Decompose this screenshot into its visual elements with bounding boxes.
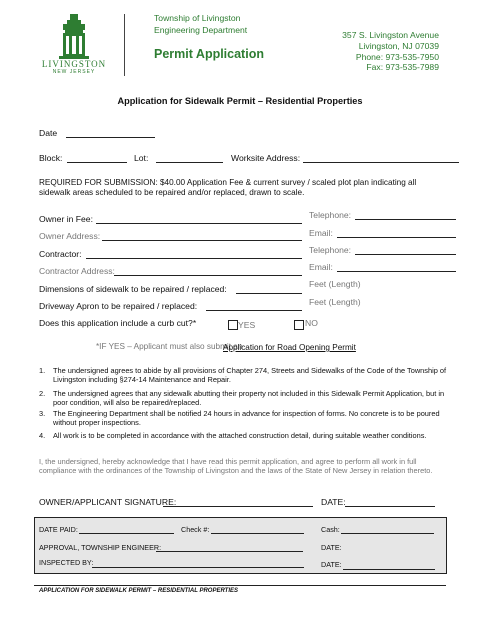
inspected-date-field[interactable]	[343, 569, 435, 570]
owner-address-label: Owner Address:	[39, 231, 101, 241]
worksite-field[interactable]	[303, 162, 459, 163]
yes-checkbox[interactable]	[228, 320, 238, 330]
item-text-4: All work is to be completed in accordance with the attached construction detail, during suitable weather conditions.	[53, 431, 427, 440]
check-number-field[interactable]	[211, 533, 304, 534]
item-number-1: 1.	[39, 366, 46, 375]
item-number-2: 2.	[39, 389, 46, 398]
contractor-label: Contractor:	[39, 249, 82, 259]
submission-requirements: REQUIRED FOR SUBMISSION: $40.00 Application Fee & current survey / scaled plot plan indicating all sidewalk areas scheduled to be repaired and/or replaced, drawn to scale.	[39, 178, 417, 197]
item-number-3: 3.	[39, 409, 46, 418]
item-number-4: 4.	[39, 431, 46, 440]
inspected-by-field[interactable]	[92, 567, 304, 568]
logo-text: LIVINGSTON	[41, 59, 107, 69]
approval-date-label: DATE:	[321, 543, 342, 552]
apron-label: Driveway Apron to be repaired / replaced:	[39, 301, 198, 311]
phone-number: Phone: 973-535-7950	[355, 52, 439, 62]
cash-label: Cash:	[321, 525, 340, 534]
signature-date-field[interactable]	[345, 506, 435, 507]
address-line2: Livingston, NJ 07039	[358, 41, 439, 51]
document-title: Application for Sidewalk Permit – Residential Properties	[117, 96, 363, 106]
telephone2-label: Telephone:	[309, 245, 352, 255]
signature-date-label: DATE:	[321, 497, 346, 507]
worksite-label: Worksite Address:	[231, 153, 301, 163]
date-paid-field[interactable]	[79, 533, 174, 534]
approval-field[interactable]	[156, 551, 303, 552]
footer-rule	[34, 585, 446, 586]
lot-label: Lot:	[134, 153, 149, 163]
curb-cut-question: Does this application include a curb cut?*	[39, 318, 197, 328]
telephone1-field[interactable]	[355, 219, 456, 220]
no-checkbox[interactable]	[294, 320, 304, 330]
block-label: Block:	[39, 153, 63, 163]
telephone2-field[interactable]	[355, 254, 456, 255]
footer-text: APPLICATION FOR SIDEWALK PERMIT – RESIDENTIAL PROPERTIES	[39, 588, 239, 594]
email2-label: Email:	[309, 262, 333, 272]
owner-address-field[interactable]	[102, 240, 302, 241]
contractor-address-field[interactable]	[114, 275, 302, 276]
check-number-label: Check #:	[181, 525, 210, 534]
township-logo	[32, 12, 116, 78]
feet-length-label-2: Feet (Length)	[309, 297, 361, 307]
feet-length-label-1: Feet (Length)	[309, 279, 361, 289]
email2-field[interactable]	[337, 271, 456, 272]
item-text-2: The undersigned agrees that any sidewalk abutting their property not included in this Sidewalk Permit Application, but in poor condition, will also be repaired/replaced.	[53, 389, 445, 408]
owner-field[interactable]	[96, 223, 302, 224]
header-divider	[124, 14, 125, 76]
item-text-3: The Engineering Department shall be notified 24 hours in advance for inspection of forms. No concrete is to be poured without proper inspections.	[53, 409, 440, 428]
signature-label: OWNER/APPLICANT SIGNATURE:	[39, 497, 177, 507]
date-label: Date	[39, 128, 58, 138]
no-label: NO	[305, 318, 318, 328]
block-field[interactable]	[67, 162, 127, 163]
if-yes-note: *IF YES – Applicant must also submit an	[96, 342, 243, 351]
fax-number: Fax: 973-535-7989	[366, 62, 439, 72]
apron-field[interactable]	[206, 310, 302, 311]
road-opening-link[interactable]: Application for Road Opening Permit	[223, 343, 356, 352]
item-text-1: The undersigned agrees to abide by all provisions of Chapter 274, Streets and Sidewalks of the Code of the Township of Livingston including §274-14 Maintenance and Repair.	[53, 366, 447, 385]
telephone1-label: Telephone:	[309, 210, 352, 220]
sidewalk-dims-field[interactable]	[236, 293, 302, 294]
approval-label: APPROVAL, TOWNSHIP ENGINEER:	[39, 543, 162, 552]
signature-field[interactable]	[163, 506, 313, 507]
date-paid-label: DATE PAID:	[39, 525, 78, 534]
sidewalk-dims-label: Dimensions of sidewalk to be repaired / replaced:	[39, 284, 227, 294]
form-title: Permit Application	[154, 47, 264, 61]
address-line1: 357 S. Livingston Avenue	[342, 30, 439, 40]
lot-field[interactable]	[156, 162, 223, 163]
email1-label: Email:	[309, 228, 333, 238]
logo-subtext: NEW JERSEY	[52, 69, 96, 75]
inspected-by-label: INSPECTED BY:	[39, 558, 94, 567]
acknowledgement-text: I, the undersigned, hereby acknowledge that I have read this permit application, and agree to perform all work in full compliance with the ordinances of the Township of Livingston and the laws of the State of New Jersey in relation thereto.	[39, 457, 433, 475]
inspected-date-label: DATE:	[321, 560, 342, 569]
cash-field[interactable]	[341, 533, 434, 534]
contractor-field[interactable]	[86, 258, 302, 259]
contractor-address-label: Contractor Address:	[39, 266, 115, 276]
township-name: Township of Livingston	[154, 13, 241, 23]
email1-field[interactable]	[337, 237, 456, 238]
department-name: Engineering Department	[154, 25, 248, 35]
owner-label: Owner in Fee:	[39, 214, 93, 224]
date-field[interactable]	[66, 137, 155, 138]
yes-label: YES	[238, 320, 256, 330]
